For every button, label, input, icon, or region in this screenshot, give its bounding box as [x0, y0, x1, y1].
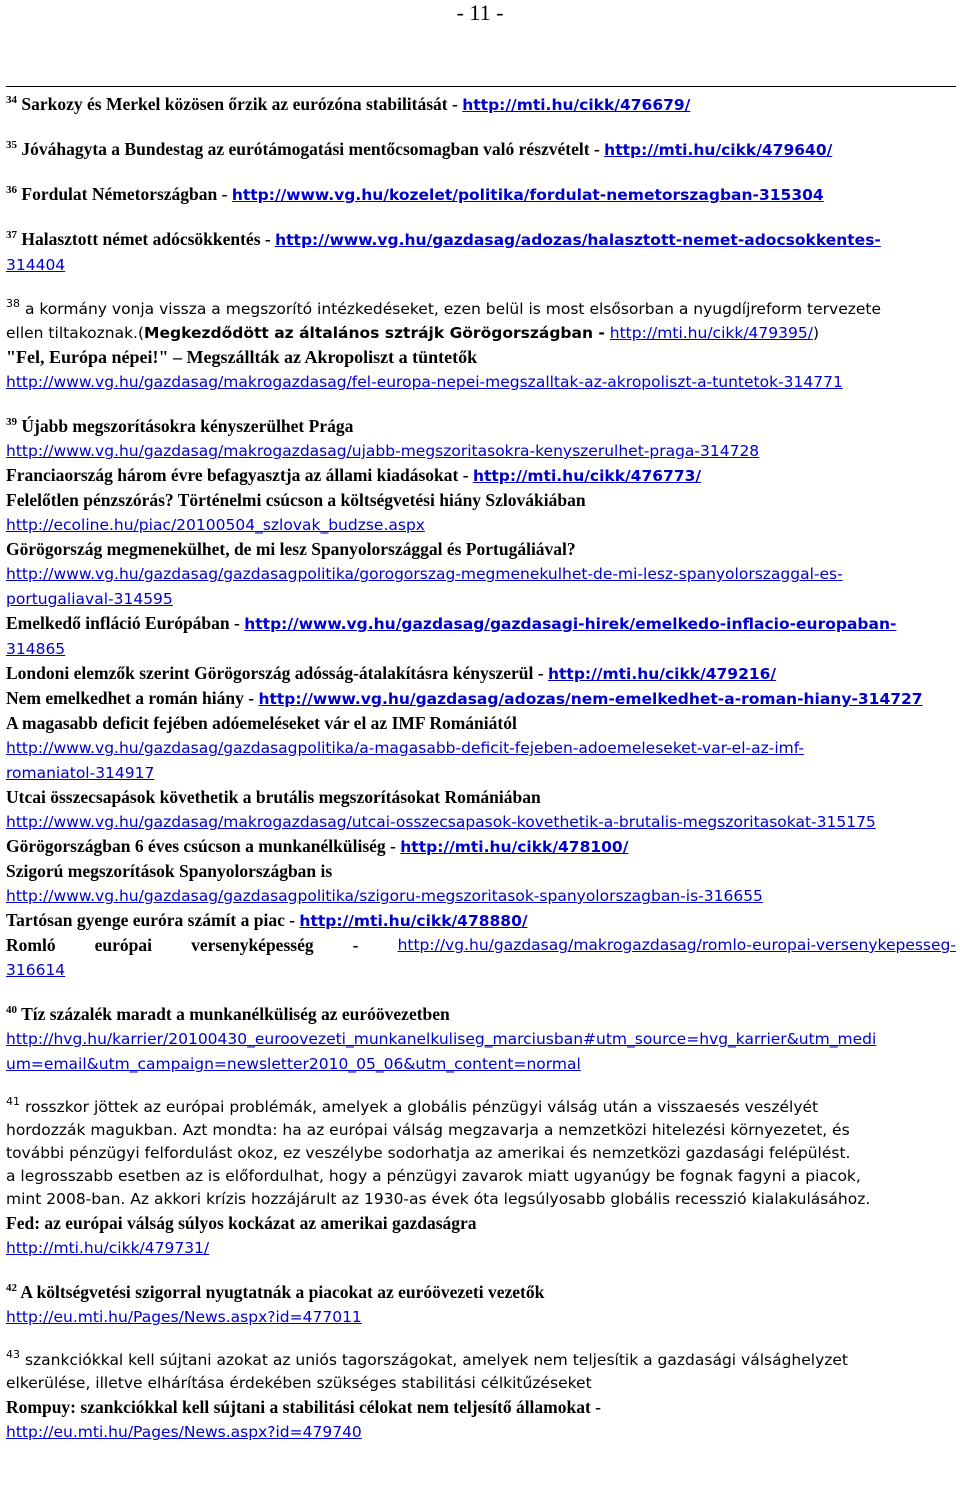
- footnote-text: szankciókkal kell sújtani azokat az uniós tagországokat, amelyek nem teljesítik a gazdasági válsághelyzet: [24, 1351, 848, 1369]
- footnote-41: [6, 1096, 956, 1260]
- footnote-number: 42: [6, 1282, 17, 1294]
- footnote-38: $^{38}$ a kormány vonja vissza a megszorító intézkedéseket, ezen belül is most elsősorban a nyugdíjreform tervezete ellen tiltakoznak.(Megkezdődött az általános sztrájk Görögországban - http://mti.hu/cikk/479395/) "Fel, Európa népei!" – Megszállták az Akropoliszt a tüntetők http://www.vg.hu/gazdasag/makrogazdasag/fel-europa-nepei-megszalltak-az-akropoliszt-a-tuntetok-314771: [6, 297, 956, 394]
- footnote-title: Utcai összecsapások követhetik a brutális megszorításokat Romániában: [6, 787, 541, 807]
- footnote-title: Sarkozy és Merkel közösen őrzik az eurózóna stabilitását -: [21, 94, 458, 114]
- footnote-number: 38: [6, 297, 20, 310]
- footnote-link[interactable]: http://www.vg.hu/kozelet/politika/fordulat-nemetorszagban-315304: [231, 186, 824, 204]
- footnote-number: 36: [6, 184, 17, 196]
- footnote-link-continued[interactable]: um=email&utm_campaign=newsletter2010_05_06&utm_content=normal: [6, 1055, 581, 1073]
- footnote-text: a legrosszabb esetben az is előfordulhat, hogy a pénzügyi zavarok miatt ugyanúgy be fognak fagyni a piacok,: [6, 1167, 861, 1185]
- footnote-title: Tartósan gyenge euróra számít a piac -: [6, 910, 296, 930]
- footnote-title: A költségvetési szigorral nyugtatnák a piacokat az euróövezeti vezetők: [20, 1282, 545, 1302]
- footnote-link[interactable]: http://www.vg.hu/gazdasag/adozas/nem-emelkedhet-a-roman-hiany-314727: [258, 690, 923, 708]
- footnote-title: Fed: az európai válság súlyos kockázat az amerikai gazdaságra: [6, 1213, 477, 1233]
- footnote-title: Görögország megmenekülhet, de mi lesz Spanyolországgal és Portugáliával?: [6, 539, 576, 559]
- footnote-number: 37: [6, 229, 17, 241]
- footnote-link[interactable]: http://www.vg.hu/gazdasag/makrogazdasag/fel-europa-nepei-megszalltak-az-akropoliszt-a-tuntetok-314771: [6, 373, 843, 391]
- footnote-title: Halasztott német adócsökkentés -: [21, 229, 271, 249]
- footnote-link[interactable]: http://mti.hu/cikk/478880/: [299, 912, 528, 930]
- footnote-34: [6, 92, 956, 117]
- footnote-title: Szigorú megszorítások Spanyolországban is: [6, 861, 333, 881]
- footnote-text: mint 2008-ban. Az akkori krízis hozzájárult az 1930-as évek óta legsúlyosabb globális recesszió kialakulásához.: [6, 1190, 871, 1208]
- footnote-link-continued[interactable]: portugaliaval-314595: [6, 590, 173, 608]
- footnote-text: a kormány vonja vissza a megszorító intézkedéseket, ezen belül is most elsősorban a nyugdíjreform tervezete: [24, 300, 882, 318]
- footnote-number: 40: [6, 1004, 17, 1016]
- footnote-number: 35: [6, 139, 17, 151]
- footnote-number: 41: [6, 1095, 20, 1108]
- footnote-link[interactable]: http://mti.hu/cikk/476679/: [462, 96, 691, 114]
- footnote-link-continued[interactable]: romaniatol-314917: [6, 764, 155, 782]
- footnote-title: Újabb megszorításokra kényszerülhet Prága: [21, 416, 354, 436]
- footnote-text: elkerülése, illetve elhárítása érdekében szükséges stabilitási célkitűzéseket: [6, 1374, 592, 1392]
- footnote-link[interactable]: http://mti.hu/cikk/478100/: [400, 838, 629, 856]
- footnote-link[interactable]: http://eu.mti.hu/Pages/News.aspx?id=477011: [6, 1308, 362, 1326]
- footnote-title: "Fel, Európa népei!" – Megszállták az Akropoliszt a tüntetők: [6, 347, 478, 367]
- footnote-title: Megkezdődött az általános sztrájk Görögországban -: [144, 324, 605, 342]
- footnote-link[interactable]: http://mti.hu/cikk/479216/: [547, 665, 777, 683]
- page-number: - 11 -: [456, 0, 504, 25]
- footnote-link[interactable]: http://vg.hu/gazdasag/makrogazdasag/romlo-europai-versenykepesseg-: [397, 936, 956, 954]
- footnote-link[interactable]: http://mti.hu/cikk/476773/: [472, 467, 702, 485]
- footnote-link[interactable]: http://www.vg.hu/gazdasag/gazdasagi-hirek/emelkedo-inflacio-europaban-: [244, 615, 897, 633]
- footnote-35: [6, 137, 956, 162]
- footnote-number: 39: [6, 416, 17, 428]
- footnote-36: [6, 182, 956, 207]
- footnote-link[interactable]: http://hvg.hu/karrier/20100430_euroovezeti_munkanelkuliseg_marciusban#utm_source=hvg_karrier&utm_medi: [6, 1030, 877, 1048]
- footnote-title: Jóváhagyta a Bundestag az eurótámogatási mentőcsomagban való részvételt -: [21, 139, 600, 159]
- footnote-42: [6, 1280, 956, 1329]
- footnote-link[interactable]: http://www.vg.hu/gazdasag/gazdasagpolitika/szigoru-megszoritasok-spanyolorszagban-is-316655: [6, 887, 763, 905]
- footnote-link[interactable]: http://www.vg.hu/gazdasag/adozas/halasztott-nemet-adocsokkentes-: [275, 231, 881, 249]
- footnote-number: 34: [6, 94, 17, 106]
- footnote-title-justified: Romló európai versenyképesség - http://vg.hu/gazdasag/makrogazdasag/romlo-europai-versenykepesseg-: [6, 935, 956, 955]
- footnote-text: további pénzügyi felfordulást okoz, ez veszélybe sodorhatja az amerikai és nemzetközi gazdasági felépülést.: [6, 1144, 851, 1162]
- footnote-link-continued[interactable]: 314865: [6, 640, 66, 658]
- footnote-link[interactable]: http://www.vg.hu/gazdasag/gazdasagpolitika/gorogorszag-megmenekulhet-de-mi-lesz-spanyolorszaggal-es-: [6, 565, 843, 583]
- footnote-separator: [6, 86, 956, 87]
- footnote-title: Felelőtlen pénzszórás? Történelmi csúcson a költségvetési hiány Szlovákiában: [6, 490, 586, 510]
- footnote-text: rosszkor jöttek az európai problémák, amelyek a globális pénzügyi válság után a visszaesés veszélyét: [24, 1098, 819, 1116]
- footnote-text: hordozzák magukban. Azt mondta: ha az európai válság megzavarja a nemzetközi hitelezési környezetet, és: [6, 1121, 850, 1139]
- footnote-link[interactable]: http://eu.mti.hu/Pages/News.aspx?id=479740: [6, 1423, 362, 1441]
- footnote-title: Franciaország három évre befagyasztja az állami kiadásokat -: [6, 465, 469, 485]
- footnote-title: Nem emelkedhet a román hiány -: [6, 688, 255, 708]
- footnote-title: Tíz százalék maradt a munkanélküliség az euróövezetben: [21, 1004, 450, 1024]
- footnote-link[interactable]: http://mti.hu/cikk/479395/: [609, 324, 813, 342]
- footnote-number: 43: [6, 1348, 20, 1361]
- footnote-text: ellen tiltakoznak.(: [6, 324, 145, 342]
- footnote-39: [6, 414, 956, 982]
- footnote-link[interactable]: http://ecoline.hu/piac/20100504_szlovak_budzse.aspx: [6, 516, 425, 534]
- footnote-title: Emelkedő infláció Európában -: [6, 613, 240, 633]
- footnote-title: Fordulat Németországban -: [21, 184, 228, 204]
- footnote-link[interactable]: http://mti.hu/cikk/479640/: [604, 141, 833, 159]
- footnote-link[interactable]: http://mti.hu/cikk/479731/: [6, 1239, 210, 1257]
- footnote-link[interactable]: http://www.vg.hu/gazdasag/gazdasagpolitika/a-magasabb-deficit-fejeben-adoemeleseket-var-el-az-imf-: [6, 739, 804, 757]
- footnote-link-continued[interactable]: 316614: [6, 961, 66, 979]
- footnote-title: Londoni elemzők szerint Görögország adósság-átalakításra kényszerül -: [6, 663, 544, 683]
- footnote-37: [6, 227, 956, 277]
- footnotes: [6, 92, 956, 1444]
- footnote-title: Görögországban 6 éves csúcson a munkanélküliség -: [6, 836, 396, 856]
- footnote-title: Rompuy: szankciókkal kell sújtani a stabilitási célokat nem teljesítő államokat -: [6, 1397, 602, 1417]
- footnote-43: [6, 1349, 956, 1444]
- footnote-40: [6, 1002, 956, 1076]
- footnote-link[interactable]: http://www.vg.hu/gazdasag/makrogazdasag/ujabb-megszoritasokra-kenyszerulhet-praga-314728: [6, 442, 760, 460]
- footnote-link-continued[interactable]: 314404: [6, 256, 66, 274]
- footnote-title: A magasabb deficit fejében adóemeléseket vár el az IMF Romániától: [6, 713, 517, 733]
- footnote-link[interactable]: http://www.vg.hu/gazdasag/makrogazdasag/utcai-osszecsapasok-kovethetik-a-brutalis-megszoritasokat-315175: [6, 813, 876, 831]
